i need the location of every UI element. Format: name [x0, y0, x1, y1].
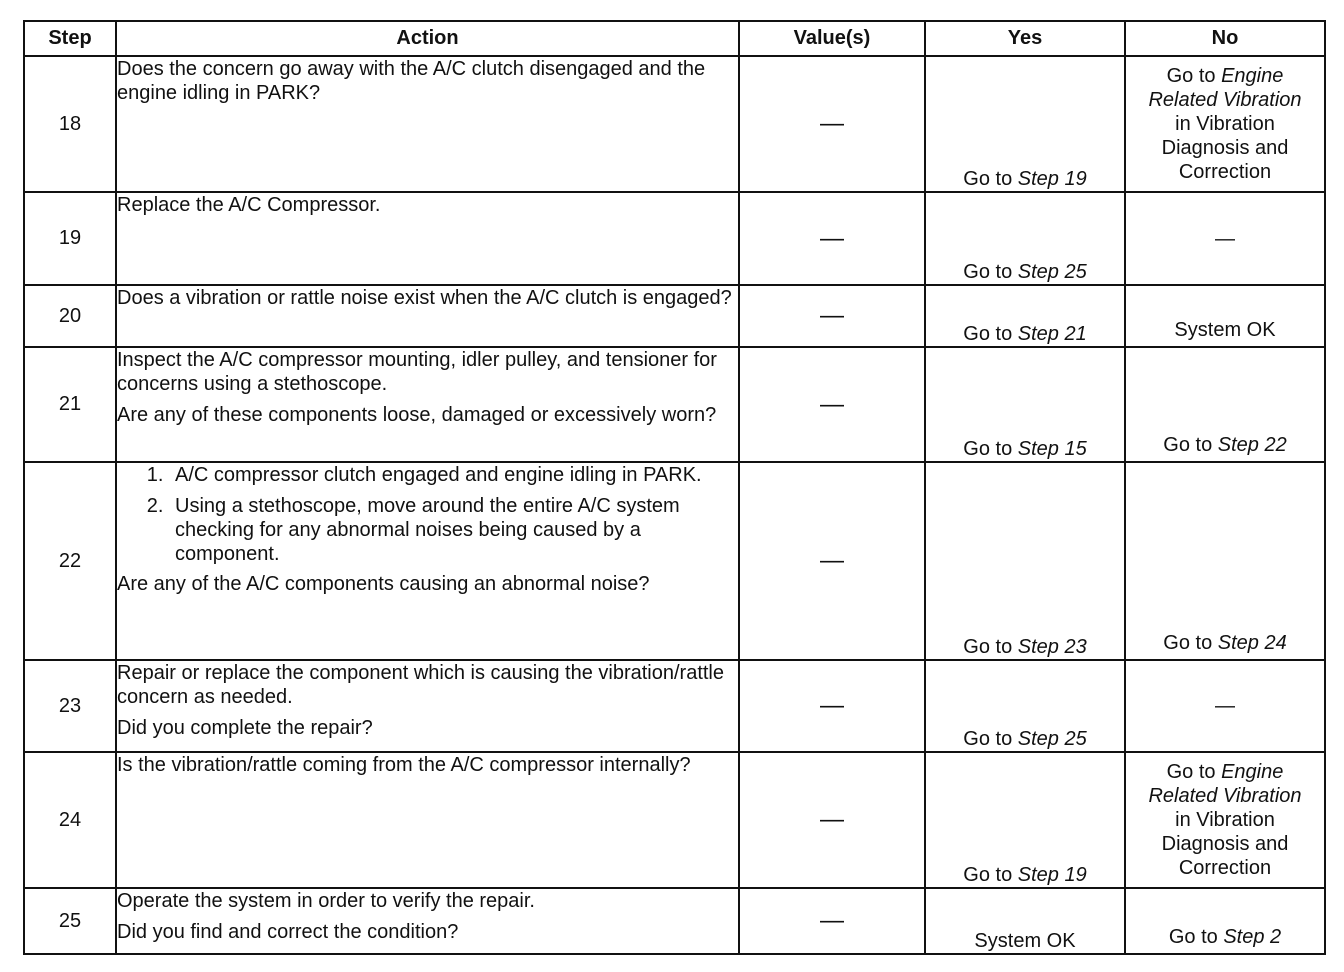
action-text: Inspect the A/C compressor mounting, idler pulley, and tensioner for concerns using a stethoscope. [117, 349, 717, 395]
value-cell: — [739, 192, 925, 285]
related-vibration-link[interactable]: Related Vibration [1148, 89, 1302, 111]
yes-cell [925, 660, 1125, 752]
yes-cell [925, 347, 1125, 462]
list-item: 1. A/C compressor clutch engaged and engine idling in PARK. [169, 463, 738, 487]
yes-cell [925, 56, 1125, 192]
value-cell: — [739, 285, 925, 347]
no-cell [1125, 347, 1325, 462]
action-question: Are any of the A/C components causing an abnormal noise? [117, 573, 650, 595]
yes-cell [925, 285, 1125, 347]
go-to-label: Go to [963, 168, 1013, 190]
step-link[interactable]: Step 24 [1217, 632, 1287, 654]
step-link[interactable]: Step 15 [1017, 438, 1087, 460]
header-action: Action [116, 21, 739, 56]
action-cell [116, 347, 739, 462]
action-cell [116, 285, 739, 347]
value-cell: — [739, 888, 925, 954]
value-cell: — [739, 56, 925, 192]
action-question: Did you complete the repair? [117, 717, 373, 739]
no-cell [1125, 462, 1325, 660]
action-text: Does a vibration or rattle noise exist when the A/C clutch is engaged? [117, 287, 732, 309]
header-row [24, 21, 1325, 56]
step-number: 23 [24, 660, 116, 752]
header-values: Value(s) [739, 21, 925, 56]
table-row [24, 752, 1325, 888]
table-row [24, 347, 1325, 462]
action-text: Is the vibration/rattle coming from the A/C compressor internally? [117, 754, 691, 776]
no-cell [1125, 752, 1325, 888]
no-cell [1125, 56, 1325, 192]
step-link[interactable]: Step 21 [1017, 323, 1087, 345]
diagnosis-text: Diagnosis and [1161, 833, 1289, 855]
table-row [24, 888, 1325, 954]
go-to-label: Go to [963, 728, 1013, 750]
diagnosis-text: Diagnosis and [1161, 137, 1289, 159]
no-cell: — [1125, 660, 1325, 752]
go-to-label: Go to [963, 261, 1013, 283]
go-to-label: Go to [963, 438, 1013, 460]
yes-cell [925, 192, 1125, 285]
action-text: Does the concern go away with the A/C clutch disengaged and the engine idling in PARK? [117, 58, 706, 104]
yes-cell [925, 462, 1125, 660]
action-cell [116, 462, 739, 660]
step-number: 20 [24, 285, 116, 347]
action-question: Are any of these components loose, damaged or excessively worn? [117, 404, 717, 426]
go-to-label: Go to [1163, 632, 1213, 654]
action-question: Did you find and correct the condition? [117, 921, 459, 943]
action-cell [116, 56, 739, 192]
numbered-list [117, 463, 738, 566]
list-item: 2. Using a stethoscope, move around the entire A/C system checking for any abnormal noises being caused by a component. [169, 494, 738, 566]
action-text: Replace the A/C Compressor. [117, 194, 381, 216]
engine-link[interactable]: Engine [1221, 761, 1284, 783]
table-row [24, 660, 1325, 752]
go-to-label: Go to [1163, 434, 1213, 456]
action-text: Repair or replace the component which is causing the vibration/rattle concern as needed. [117, 662, 724, 708]
go-to-label: Go to [963, 864, 1013, 886]
table-row [24, 56, 1325, 192]
no-cell [1125, 888, 1325, 954]
diagnostic-table [23, 20, 1326, 955]
step-link[interactable]: Step 25 [1017, 261, 1087, 283]
in-vibration-text: in Vibration [1175, 113, 1275, 135]
table-row [24, 192, 1325, 285]
header-step: Step [24, 21, 116, 56]
step-number: 22 [24, 462, 116, 660]
go-to-label: Go to [1166, 65, 1216, 87]
table-row [24, 462, 1325, 660]
value-cell: — [739, 752, 925, 888]
action-cell [116, 752, 739, 888]
related-vibration-link[interactable]: Related Vibration [1148, 785, 1302, 807]
step-link[interactable]: Step 23 [1017, 636, 1087, 658]
step-number: 19 [24, 192, 116, 285]
in-vibration-text: in Vibration [1175, 809, 1275, 831]
value-cell: — [739, 347, 925, 462]
step-link[interactable]: Step 25 [1017, 728, 1087, 750]
step-number: 18 [24, 56, 116, 192]
action-cell [116, 888, 739, 954]
no-cell: — [1125, 192, 1325, 285]
action-cell [116, 192, 739, 285]
step-number: 25 [24, 888, 116, 954]
yes-cell [925, 752, 1125, 888]
go-to-label: Go to [1168, 926, 1218, 948]
action-cell [116, 660, 739, 752]
header-yes: Yes [925, 21, 1125, 56]
engine-link[interactable]: Engine [1221, 65, 1284, 87]
step-number: 24 [24, 752, 116, 888]
correction-text: Correction [1178, 161, 1272, 183]
step-number: 21 [24, 347, 116, 462]
go-to-label: Go to [963, 323, 1013, 345]
step-link[interactable]: Step 2 [1223, 926, 1282, 948]
header-no: No [1125, 21, 1325, 56]
value-cell: — [739, 660, 925, 752]
table-row [24, 285, 1325, 347]
yes-cell: System OK [925, 888, 1125, 954]
go-to-label: Go to [1166, 761, 1216, 783]
go-to-label: Go to [963, 636, 1013, 658]
step-link[interactable]: Step 19 [1017, 168, 1087, 190]
value-cell: — [739, 462, 925, 660]
no-cell: System OK [1125, 285, 1325, 347]
correction-text: Correction [1178, 857, 1272, 879]
step-link[interactable]: Step 19 [1017, 864, 1087, 886]
action-text: Operate the system in order to verify the repair. [117, 890, 535, 912]
step-link[interactable]: Step 22 [1217, 434, 1287, 456]
